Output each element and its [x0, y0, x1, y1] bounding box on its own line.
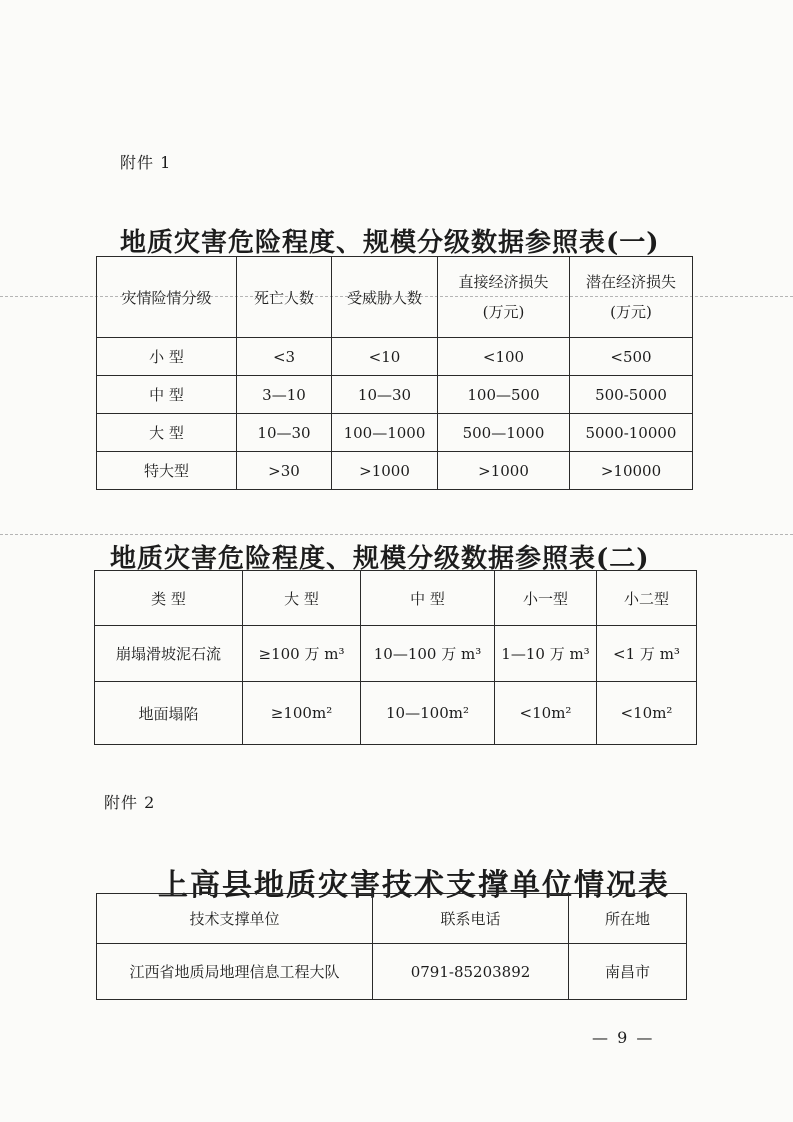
table-cell: 南昌市	[569, 944, 687, 1000]
table-cell: >30	[237, 452, 332, 490]
table-cell: <10	[332, 338, 438, 376]
table-row	[95, 626, 697, 682]
table-cell: 中 型	[97, 376, 237, 414]
table-row	[97, 338, 693, 376]
table-cell: <10m²	[597, 682, 697, 745]
table-row	[97, 452, 693, 490]
table-cell: 3—10	[237, 376, 332, 414]
table3-header-cell: 联系电话	[373, 894, 569, 944]
header-unit: (万元)	[610, 303, 652, 321]
table-cell: 大 型	[97, 414, 237, 452]
table-cell: <3	[237, 338, 332, 376]
table-row	[97, 414, 693, 452]
table2-header-row	[95, 571, 697, 626]
header-label: 直接经济损失	[458, 273, 549, 291]
table-row	[97, 944, 687, 1000]
table-cell: >1000	[332, 452, 438, 490]
header-label: 潜在经济损失	[585, 273, 676, 291]
table3-header-cell: 所在地	[569, 894, 687, 944]
table1-title: 地质灾害危险程度、规模分级数据参照表(一)	[120, 228, 660, 258]
table-cell: <10m²	[495, 682, 597, 745]
page-number: — 9 —	[592, 1028, 655, 1047]
table2-header-cell: 类 型	[95, 571, 243, 626]
table-cell: 1—10 万 m³	[495, 626, 597, 682]
table-cell: <1 万 m³	[597, 626, 697, 682]
table-cell: >1000	[438, 452, 570, 490]
scan-line	[0, 534, 793, 535]
table-cell: <100	[438, 338, 570, 376]
table3-header-cell: 技术支撑单位	[97, 894, 373, 944]
table2-header-cell: 小二型	[597, 571, 697, 626]
table2-header-cell: 大 型	[243, 571, 361, 626]
table-cell: 0791-85203892	[373, 944, 569, 1000]
attachment-1-label: 附件 1	[120, 153, 172, 172]
table2	[94, 570, 697, 745]
table-cell: 崩塌滑坡泥石流	[95, 626, 243, 682]
table1	[96, 256, 693, 490]
table1-header-cell: 受威胁人数	[332, 257, 438, 338]
table-cell: 10—100 万 m³	[361, 626, 495, 682]
table-row	[97, 376, 693, 414]
table-cell: 小 型	[97, 338, 237, 376]
table2-title: 地质灾害危险程度、规模分级数据参照表(二)	[110, 544, 650, 574]
table-cell: 地面塌陷	[95, 682, 243, 745]
table3-title: 上高县地质灾害技术支撑单位情况表	[158, 868, 670, 903]
table-row	[95, 682, 697, 745]
table3-header-row	[97, 894, 687, 944]
table-cell: 100—500	[438, 376, 570, 414]
table1-header-cell	[570, 257, 693, 338]
table-cell: 10—100m²	[361, 682, 495, 745]
table-cell: 10—30	[237, 414, 332, 452]
table1-header-cell: 灾情险情分级	[97, 257, 237, 338]
table1-header-cell	[438, 257, 570, 338]
table2-header-cell: 中 型	[361, 571, 495, 626]
table-cell: 特大型	[97, 452, 237, 490]
table1-header-cell: 死亡人数	[237, 257, 332, 338]
table2-header-cell: 小一型	[495, 571, 597, 626]
table-cell: 10—30	[332, 376, 438, 414]
table-cell: 500-5000	[570, 376, 693, 414]
table-cell: 江西省地质局地理信息工程大队	[97, 944, 373, 1000]
header-unit: (万元)	[482, 303, 525, 321]
table-cell: <500	[570, 338, 693, 376]
table-cell: ≥100 万 m³	[243, 626, 361, 682]
table-cell: 500—1000	[438, 414, 570, 452]
table-cell: 100—1000	[332, 414, 438, 452]
attachment-2-label: 附件 2	[104, 793, 156, 812]
table-cell: 5000-10000	[570, 414, 693, 452]
table-cell: ≥100m²	[243, 682, 361, 745]
table-cell: >10000	[570, 452, 693, 490]
table1-header-row	[97, 257, 693, 338]
table3	[96, 893, 687, 1000]
